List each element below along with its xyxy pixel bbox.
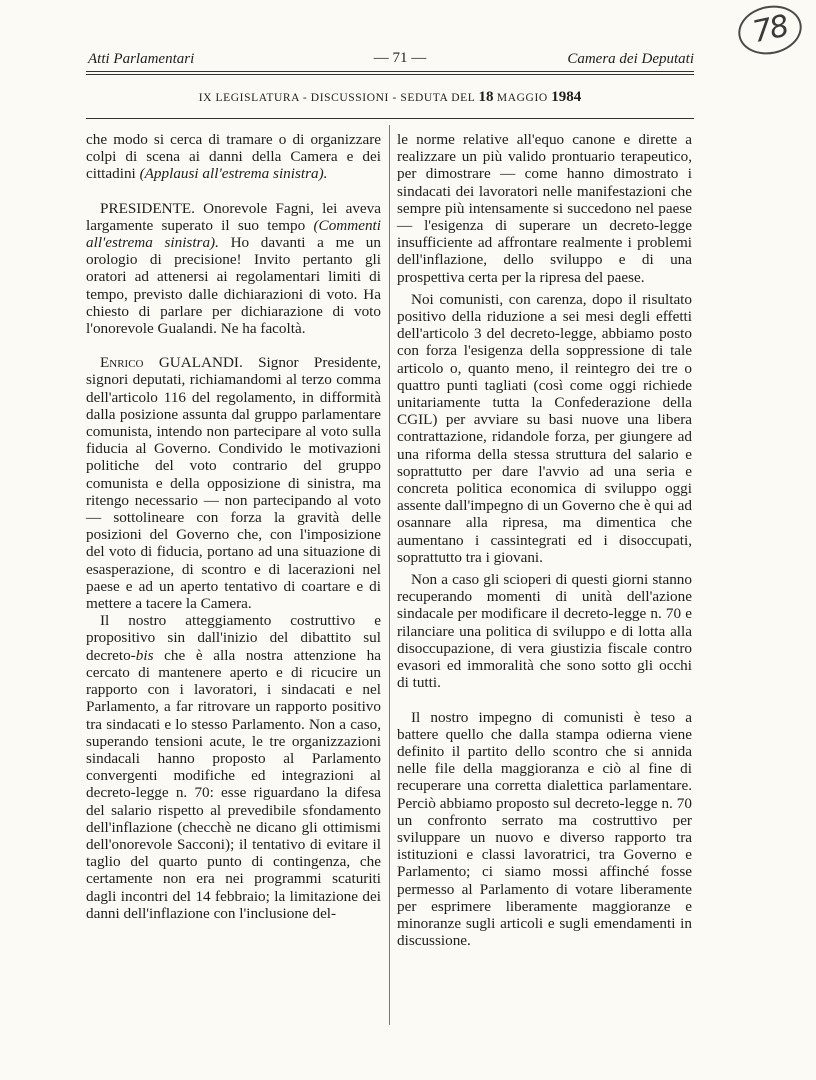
header-right: Camera dei Deputati xyxy=(567,51,694,67)
left-column xyxy=(86,131,381,922)
paragraph-gualandi: Enrico GUALANDI. Signor Presidente, signori deputati, richiamandomi al terzo comma dell'articolo 116 del regolamento, in difformità dalla posizione assunta dal gruppo parlamentare comunista, intendo non partecipare al voto sulla fiducia al Governo. Condivido le motivazioni politiche del voto contrario del gruppo comunista e della opposizione di sinistra, ma ritengo necessario — non partecipando al voto — sottolineare con forza la gravità delle posizioni del Governo che, con l'imposizione del voto di fiducia, portano ad una situazione di esasperazione, di scontro e di lacerazioni nel paese e ad un aperto tentativo di coartare e di mettere a tacere la Camera. xyxy=(86,354,381,613)
page-number: — 71 — xyxy=(373,50,427,66)
paragraph: Il nostro impegno di comunisti è teso a battere quello che dalla stampa odierna viene definito il partito dello scontro che si annida nelle file della maggioranza e ciò al fine di recuperare una corretta dialettica parlamentare. Perciò abbiamo proposto sul decreto-legge n. 70 un confronto serrato ma costruttivo per sviluppare un nuovo e diverso rapporto tra istituzioni e classi lavoratrici, tra Governo e Parlamento; ci siamo mossi affinché fosse permesso al Parlamento di votare liberamente per esprimere liberamente maggioranze e minoranze sugli articoli e sugli emendamenti in discussione. xyxy=(397,708,692,950)
session-subtitle xyxy=(86,89,694,106)
speaker-first-name: Enrico xyxy=(100,354,144,372)
header-rule-bottom xyxy=(86,74,694,75)
paragraph: Noi comunisti, con carenza, dopo il risultato positivo della riduzione a sei mesi degli effetti dell'articolo 3 del decreto-legge, abbiamo posto con forza l'esigenza della soppressione di tale articolo o, quanto meno, il reintegro dei tre o quattro punti tagliati (così come oggi richiede unitariamente tutta la Confederazione della CGIL) per avviare su basi nuove una libera contrattazione, ridandole forza, per giungere ad una riforma della stessa struttura del salario e soprattutto per dare l'avvio ad una seria e concreta politica economica di sviluppo oggi assente dall'impegno di un Governo che è qui ad osannare alla ripresa, ma dimentica che aumentano i cassintegrati ed i disoccupati, soprattutto tra i giovani. xyxy=(397,290,692,566)
paragraph: Il nostro atteggiamento costruttivo e propositivo sin dall'inizio del dibattito sul decreto-bis che è alla nostra attenzione ha cercato di mantenere aperto e di ricucire un rapporto con i lavoratori, i sindacati e nel Parlamento, a far ritrovare un rapporto positivo tra sindacati e lo stesso Parlamento. Non a caso, superando tensioni acute, le tre organizzazioni sindacali hanno proposto al Parlamento convergenti modifiche ed integrazioni al decreto-legge n. 70: esse riguardano la difesa del salario rispetto al prevedibile sfondamento dell'inflazione (checchè ne dicano gli ottimismi dell'onorevole Sacconi); il tentativo di evitare il taglio del quarto punto di contingenza, che certamente non era nei programmi scaturiti dagli incontri del 14 febbraio; la limitazione dei danni dell'inflazione con l'inclusione del- xyxy=(86,612,381,922)
paragraph: le norme relative all'equo canone e dirette a realizzare un più valido prontuario terapeutico, per dimostrare — come hanno dimostrato i sindacati dei lavoratori nelle manifestazioni che sempre più intensamente si succedono nel paese — l'esigenza di superare un decreto-legge insufficiente ad affrontare realmente i problemi dell'inflazione, dello sviluppo e di una prospettiva certa per la ripresa del paese. xyxy=(397,131,692,286)
speaker-last-name: GUALANDI. xyxy=(158,354,243,372)
stage-direction: (Applausi all'estrema sinistra). xyxy=(139,165,328,183)
subtitle-year: 1984 xyxy=(551,89,582,105)
header-rule-top xyxy=(86,71,694,72)
right-column xyxy=(397,131,692,949)
paragraph: Non a caso gli scioperi di questi giorni stanno recuperando momenti di unità dell'azione sindacale per modificare il decreto-legge n. 70 e rilanciare una politica di sviluppo e di lotta alla disoccupazione, di vera giustizia fiscale contro evasori ed immoralità che sono sotto gli occhi di tutti. xyxy=(397,571,692,692)
column-divider xyxy=(389,125,390,1025)
paragraph: che modo si cerca di tramare o di organizzare colpi di scena ai danni della Camera e dei cittadini (Applausi all'estrema sinistra). xyxy=(86,131,381,183)
handwritten-page-stamp: 78 xyxy=(734,0,807,60)
subtitle-rule xyxy=(86,118,694,119)
stage-direction: (Commenti all'estrema sinistra). xyxy=(86,216,381,252)
subtitle-prefix: IX LEGISLATURA - DISCUSSIONI - SEDUTA DEL xyxy=(198,92,475,104)
paragraph-president: PRESIDENTE. Onorevole Fagni, lei aveva largamente superato il suo tempo (Commenti all'estrema sinistra). Ho davanti a me un orologio di precisione! Invito pertanto gli oratori ad attenersi ai regolamentari limiti di tempo, previsto dalle dichiarazioni di voto. Ha chiesto di parlare per dichiarazione di voto l'onorevole Gualandi. Ne ha facoltà. xyxy=(86,199,381,338)
subtitle-month: MAGGIO xyxy=(496,92,548,104)
subtitle-day: 18 xyxy=(478,89,494,105)
header-left: Atti Parlamentari xyxy=(88,51,195,67)
speaker-name: PRESIDENTE. xyxy=(100,199,195,217)
